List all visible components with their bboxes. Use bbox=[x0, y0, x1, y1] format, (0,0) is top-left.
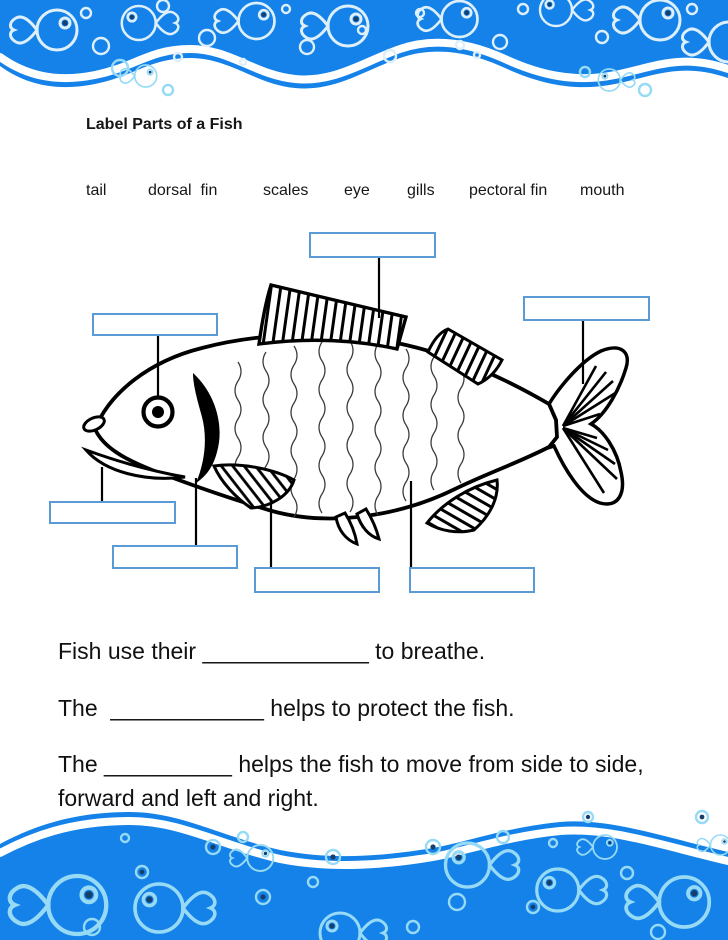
bubble-icon bbox=[596, 31, 608, 43]
fish-icon bbox=[215, 3, 275, 39]
top-border-decoration bbox=[0, 0, 728, 96]
word-bank-item-dorsal-fin: dorsal fin bbox=[148, 182, 218, 199]
fish-mouth bbox=[81, 414, 185, 478]
page-title: Label Parts of a Fish bbox=[86, 116, 243, 133]
sentence-breathe: Fish use their _____________ to breathe. bbox=[58, 638, 486, 664]
bubble-icon bbox=[174, 53, 182, 61]
pelvic-fins-shape bbox=[336, 509, 379, 544]
label-box-scales[interactable] bbox=[409, 567, 535, 593]
bubble-icon bbox=[527, 901, 539, 913]
bubble-icon bbox=[687, 4, 697, 14]
bubble-icon bbox=[426, 840, 440, 854]
bubble-icon bbox=[300, 40, 314, 54]
fish-icon bbox=[446, 843, 519, 887]
word-bank-item-tail: tail bbox=[86, 182, 107, 199]
label-box-eye[interactable] bbox=[92, 313, 218, 336]
fish-icon bbox=[135, 884, 215, 932]
fish-icon bbox=[697, 835, 728, 855]
fish-icon bbox=[540, 0, 593, 26]
bubble-icon bbox=[449, 894, 465, 910]
word-bank-item-scales: scales bbox=[263, 182, 309, 199]
bubble-icon bbox=[583, 812, 593, 822]
fish-icon bbox=[10, 876, 106, 934]
fish-icon bbox=[10, 10, 77, 50]
bubble-icon bbox=[81, 8, 91, 18]
bubble-icon bbox=[163, 85, 173, 95]
bubble-icon bbox=[474, 52, 480, 58]
bubble-icon bbox=[639, 84, 651, 96]
bubble-icon bbox=[696, 811, 708, 823]
bubble-icon bbox=[416, 9, 424, 17]
bubble-icon bbox=[580, 67, 590, 77]
fish-icon bbox=[682, 22, 728, 62]
fish-icon bbox=[230, 845, 273, 871]
rear-fin-shape bbox=[428, 329, 502, 384]
fish-icon bbox=[537, 869, 607, 911]
bubble-icon bbox=[136, 866, 148, 878]
anal-fin-shape bbox=[427, 480, 497, 532]
bubble-icon bbox=[238, 832, 248, 842]
bubble-icon bbox=[206, 840, 220, 854]
bubble-icon bbox=[493, 35, 507, 49]
bubble-icon bbox=[497, 831, 509, 843]
bubble-icon bbox=[384, 50, 396, 62]
bubble-icon bbox=[240, 59, 246, 65]
fish-gill bbox=[193, 373, 220, 483]
label-box-dorsal-fin[interactable] bbox=[309, 232, 436, 258]
pectoral-fin-shape bbox=[214, 465, 294, 508]
word-bank-item-mouth: mouth bbox=[580, 182, 625, 199]
sentence-move-2: forward and left and right. bbox=[58, 785, 319, 811]
bubble-icon bbox=[282, 5, 290, 13]
bubble-icon bbox=[157, 0, 169, 12]
bubble-icon bbox=[549, 839, 557, 847]
fish-eye bbox=[144, 398, 173, 427]
tail-shape bbox=[548, 348, 627, 504]
fish-icon bbox=[613, 0, 680, 40]
fish-icon bbox=[626, 877, 709, 927]
word-bank-item-gills: gills bbox=[407, 182, 435, 199]
bubble-icon bbox=[112, 60, 128, 76]
fish-icon bbox=[301, 6, 368, 46]
bubble-icon bbox=[199, 30, 215, 46]
sentence-move: The __________ helps the fish to move from side to side, bbox=[58, 751, 644, 777]
bubble-icon bbox=[358, 26, 366, 34]
label-box-tail[interactable] bbox=[523, 296, 650, 321]
word-bank-item-eye: eye bbox=[344, 182, 370, 199]
bubble-icon bbox=[326, 850, 340, 864]
bubble-icon bbox=[518, 4, 528, 14]
bubble-icon bbox=[651, 925, 665, 939]
bubble-icon bbox=[121, 834, 129, 842]
bubble-icon bbox=[456, 41, 464, 49]
bubble-icon bbox=[256, 890, 270, 904]
sentence-protect: The ____________ helps to protect the fish. bbox=[58, 695, 515, 721]
fish-body bbox=[95, 335, 557, 519]
fish-icon bbox=[418, 1, 478, 37]
bottom-border-decoration bbox=[0, 811, 728, 940]
bubble-icon bbox=[308, 877, 318, 887]
fish-icon bbox=[120, 65, 157, 87]
bubble-icon bbox=[93, 38, 109, 54]
bubble-icon bbox=[84, 919, 100, 935]
scales-lines bbox=[235, 341, 464, 517]
label-box-gills[interactable] bbox=[112, 545, 238, 569]
label-box-pectoral-fin[interactable] bbox=[254, 567, 380, 593]
fish-icon bbox=[598, 69, 635, 91]
fish-icon bbox=[577, 835, 617, 859]
bubble-icon bbox=[621, 867, 633, 879]
word-bank-item-pectoral-fin: pectoral fin bbox=[469, 182, 548, 199]
dorsal-fin-shape bbox=[259, 285, 406, 349]
bubble-icon bbox=[407, 921, 419, 933]
fish-icon bbox=[320, 913, 387, 940]
fish-icon bbox=[122, 6, 179, 40]
label-box-mouth[interactable] bbox=[49, 501, 176, 524]
